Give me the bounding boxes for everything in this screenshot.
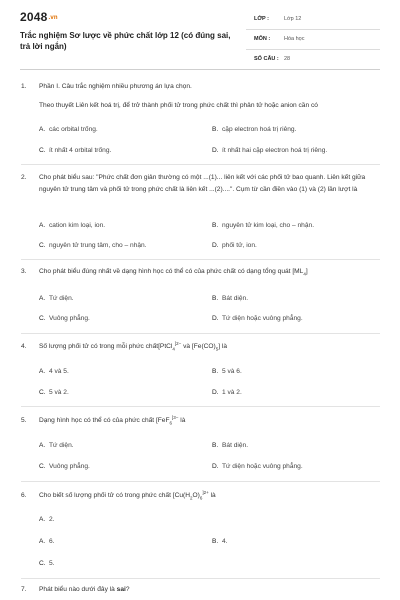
header-divider bbox=[20, 69, 380, 70]
divider bbox=[21, 164, 380, 165]
option-a[interactable]: A. các orbital trống. bbox=[39, 126, 98, 133]
option-b[interactable]: B. 5 và 6. bbox=[212, 368, 242, 375]
option-d[interactable]: D. 1 và 2. bbox=[212, 389, 242, 396]
meta-row-subject: MÔN : Hóa học bbox=[246, 30, 380, 50]
option-b[interactable]: B. Bát diện. bbox=[212, 442, 249, 449]
option-c[interactable]: C. ít nhất 4 orbital trống. bbox=[39, 147, 112, 154]
divider bbox=[21, 481, 380, 482]
meta-table bbox=[246, 10, 380, 70]
divider bbox=[21, 578, 380, 579]
option-d[interactable]: D. Tứ diện hoặc vuông phẳng. bbox=[212, 463, 303, 470]
option-a-1[interactable]: A. 2. bbox=[39, 516, 55, 523]
option-a-2[interactable]: A. 6. bbox=[39, 538, 55, 545]
option-b[interactable]: B. 4. bbox=[212, 538, 228, 545]
page-title: Trắc nghiệm Sơ lược về phức chất lớp 12 (có đúng sai, trả lời ngắn) bbox=[20, 31, 231, 51]
option-c[interactable]: C. Vuông phẳng. bbox=[39, 463, 90, 470]
option-b[interactable]: B. cặp electron hoá trị riêng. bbox=[212, 126, 297, 133]
option-b[interactable]: B. Bát diện. bbox=[212, 295, 249, 302]
option-a[interactable]: A. Tứ diện. bbox=[39, 442, 74, 449]
meta-row-count: SỐ CÂU : 28 bbox=[246, 50, 380, 70]
option-a[interactable]: A. 4 và 5. bbox=[39, 368, 69, 375]
option-a[interactable]: A. cation kim loại, ion. bbox=[39, 222, 106, 229]
divider bbox=[21, 333, 380, 334]
option-d[interactable]: D. phối tử, ion. bbox=[212, 242, 257, 249]
option-c[interactable]: C. 5. bbox=[39, 560, 55, 567]
question-stem: Phần I. Câu trắc nghiệm nhiều phương án lựa chọn. bbox=[39, 83, 192, 90]
option-c[interactable]: C. 5 và 2. bbox=[39, 389, 69, 396]
divider bbox=[21, 259, 380, 260]
question-stem: Số lượng phối tử có trong mỗi phức chất[PtCl$_4^{]2-}$ và $[Fe(CO)_5]$ là bbox=[39, 340, 228, 352]
option-c[interactable]: C. Vuông phẳng. bbox=[39, 315, 90, 322]
question-stem: Cho biết số lượng phối tử có trong phức chất [$Cu(H_2O)_6^{]2+}$ là bbox=[39, 489, 216, 501]
option-a[interactable]: A. Tứ diện. bbox=[39, 295, 74, 302]
option-d[interactable]: D. ít nhất hai cặp electron hoá trị riêng. bbox=[212, 147, 328, 154]
question-stem: Cho phát biểu đúng nhất về dạng hình học có thể có của phức chất có dạng tổng quát $[ML_4]$ bbox=[39, 268, 308, 277]
option-d[interactable]: D. Tứ diện hoặc vuông phẳng. bbox=[212, 315, 303, 322]
site-logo[interactable]: 2048.vn bbox=[20, 10, 58, 24]
page-header bbox=[0, 0, 400, 66]
option-c[interactable]: C. nguyên tử trung tâm, cho – nhận. bbox=[39, 242, 147, 249]
question-stem: Theo thuyết Liên kết hoá trị, để trở thành phối tử trong phức chất thì phân tử hoặc anion cần có bbox=[39, 102, 318, 109]
question-stem: Cho phát biểu sau: "Phức chất đơn giản thường có một ...(1)... liên kết với các phối tử bao quanh. Liên kết giữa nguyên tử trung tâm và phối tử trong phức chất là liên kết ...(2)....". Cụm từ cần điền vào (1) và (2) lần lượt là bbox=[39, 174, 366, 193]
question-stem: Phát biểu nào dưới đây là sai? bbox=[39, 586, 130, 593]
option-b[interactable]: B. nguyên tử kim loại, cho – nhận. bbox=[212, 222, 315, 229]
meta-row-class: LỚP : Lớp 12 bbox=[246, 10, 380, 30]
question-stem: Dạng hình học có thể có của phức chất [FeF$_6^{]3-}$ là bbox=[39, 414, 186, 426]
divider bbox=[21, 406, 380, 407]
